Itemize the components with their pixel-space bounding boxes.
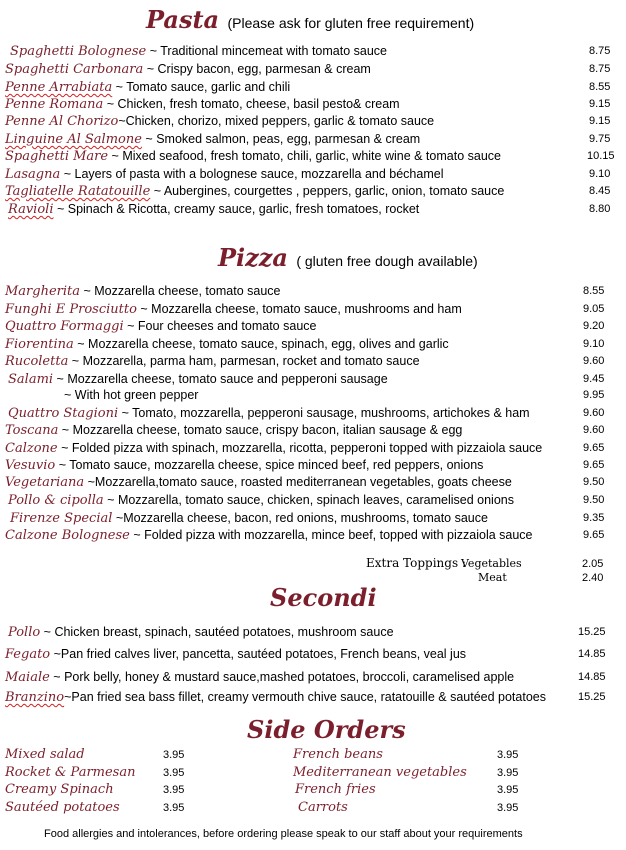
dish-price: 9.10	[583, 338, 605, 350]
side-name: Rocket & Parmesan	[5, 765, 136, 780]
dish-price: 8.75	[589, 63, 611, 75]
extra-vegetables-label: Vegetables	[461, 557, 522, 570]
dish-name: Spaghetti Bolognese	[10, 44, 147, 59]
dish-price: 8.80	[589, 203, 611, 215]
dish-description: Chicken, chorizo, mixed peppers, garlic & tomato sauce	[125, 114, 435, 128]
dish-price: 9.95	[583, 389, 605, 401]
dish-description: Aubergines, courgettes , peppers, garlic, onion, tomato sauce	[163, 184, 505, 198]
dish-name: Lasagna	[5, 167, 61, 182]
menu-item: Tagliatelle Ratatouille ~ Aubergines, courgettes , peppers, garlic, onion, tomato sauce 8.45	[5, 184, 611, 199]
dish-name: Pollo & cipolla	[8, 493, 104, 508]
dish-name: Rucoletta	[5, 354, 69, 369]
dish-description: Mozzarella,tomato sauce, roasted mediterranean vegetables, goats cheese	[94, 475, 512, 489]
dish-description: Mozzarella cheese, tomato sauce, crispy bacon, italian sausage & egg	[72, 423, 463, 437]
dish-name: Quattro Stagioni	[8, 406, 119, 421]
side-price: 3.95	[163, 802, 185, 814]
dish-description: Pork belly, honey & mustard sauce,mashed potatoes, broccoli, caramelised apple	[64, 670, 515, 684]
extra-vegetables-price: 2.05	[582, 558, 604, 570]
dish-description: Mixed seafood, fresh tomato, chili, garlic, white wine & tomato sauce	[122, 149, 501, 163]
pizza-note: ( gluten free dough available)	[296, 253, 478, 269]
menu-item: Spaghetti Bolognese ~ Traditional mincemeat with tomato sauce 8.75	[10, 44, 611, 59]
dish-name: Penne Al Chorizo	[5, 114, 119, 129]
side-price: 3.95	[497, 749, 519, 761]
dish-name: Penne Romana	[5, 97, 104, 112]
menu-item: Lasagna ~ Layers of pasta with a bolognese sauce, mozzarella and béchamel 9.10	[5, 167, 611, 182]
dish-price: 8.75	[589, 45, 611, 57]
extra-toppings-label: Extra Toppings :	[366, 556, 466, 570]
dish-price: 9.50	[583, 476, 605, 488]
menu-item: Pollo & cipolla ~ Mozzarella, tomato sauce, chicken, spinach leaves, caramelised onions 9.50	[8, 493, 605, 508]
dish-description: Mozzarella cheese, tomato sauce, mushrooms and ham	[151, 302, 462, 316]
dish-description: Folded pizza with mozzarella, mince beef, topped with pizzaiola sauce	[144, 528, 533, 542]
dish-price: 9.45	[583, 373, 605, 385]
menu-item: Fegato ~Pan fried calves liver, pancetta, sautéed potatoes, French beans, veal jus 14.85	[5, 647, 606, 662]
dish-name: Ravioli	[8, 202, 54, 217]
side-price: 3.95	[497, 802, 519, 814]
dish-description: Spinach & Ricotta, creamy sauce, garlic, fresh tomatoes, rocket	[67, 202, 420, 216]
pizza-heading	[218, 244, 478, 275]
dish-description: Chicken breast, spinach, sautéed potatoes, mushroom sauce	[54, 625, 394, 639]
side-name: Mediterranean vegetables	[293, 765, 467, 780]
menu-item: ~ With hot green pepper 9.95	[64, 388, 605, 402]
menu-item: Quattro Stagioni ~ Tomato, mozzarella, pepperoni sausage, mushrooms, artichokes & ham 9.60	[8, 406, 605, 421]
dish-name: Fegato	[5, 647, 51, 662]
dish-name: Penne Arrabiata	[5, 80, 113, 95]
dish-price: 15.25	[578, 626, 606, 638]
menu-item: Vegetariana ~Mozzarella,tomato sauce, roasted mediterranean vegetables, goats cheese 9.50	[5, 475, 605, 490]
dish-price: 9.75	[589, 133, 611, 145]
menu-item: Penne Arrabiata ~ Tomato sauce, garlic and chili 8.55	[5, 80, 611, 95]
dish-description: Layers of pasta with a bolognese sauce, mozzarella and béchamel	[74, 167, 444, 181]
dish-price: 9.05	[583, 303, 605, 315]
pasta-note: (Please ask for gluten free requirement)	[227, 15, 475, 31]
side-price: 3.95	[497, 784, 519, 796]
dish-name: Firenze Special	[10, 511, 113, 526]
menu-item: Branzino~Pan fried sea bass fillet, creamy vermouth chive sauce, ratatouille & sautéed potatoes 15.25	[5, 690, 606, 705]
side-name: Sautéed potatoes	[5, 800, 120, 815]
dish-description: With hot green pepper	[74, 388, 199, 402]
dish-description: Four cheeses and tomato sauce	[137, 319, 317, 333]
side-price: 3.95	[163, 767, 185, 779]
pizza-title: Pizza	[218, 243, 288, 272]
menu-item: Toscana ~ Mozzarella cheese, tomato sauce, crispy bacon, italian sausage & egg 9.60	[5, 423, 605, 438]
dish-description: Pan fried calves liver, pancetta, sautéed potatoes, French beans, veal jus	[60, 647, 467, 661]
dish-name: Calzone	[5, 441, 58, 456]
menu-item: Rucoletta ~ Mozzarella, parma ham, parmesan, rocket and tomato sauce 9.60	[5, 354, 605, 369]
dish-price: 9.60	[583, 355, 605, 367]
sides-heading	[247, 716, 406, 744]
sides-title: Side Orders	[247, 715, 406, 744]
allergy-notice: Food allergies and intolerances, before ordering please speak to our staff about your requirements	[44, 828, 523, 840]
dish-name: Funghi E Prosciutto	[5, 302, 137, 317]
pasta-heading	[146, 6, 474, 37]
dish-name: Vesuvio	[5, 458, 56, 473]
menu-item: Penne Romana ~ Chicken, fresh tomato, cheese, basil pesto& cream 9.15	[5, 97, 611, 112]
dish-description: Mozzarella cheese, bacon, red onions, mushrooms, tomato sauce	[123, 511, 488, 525]
menu-item: Calzone Bolognese ~ Folded pizza with mozzarella, mince beef, topped with pizzaiola sauce 9.65	[5, 528, 605, 543]
dish-price: 9.10	[589, 168, 611, 180]
dish-name: Calzone Bolognese	[5, 528, 130, 543]
menu-item: Firenze Special ~Mozzarella cheese, bacon, red onions, mushrooms, tomato sauce 9.35	[10, 511, 605, 526]
dish-price: 9.20	[583, 320, 605, 332]
menu-item: Margherita ~ Mozzarella cheese, tomato sauce 8.55	[5, 284, 605, 299]
menu-item: Penne Al Chorizo~Chicken, chorizo, mixed peppers, garlic & tomato sauce 9.15	[5, 114, 611, 129]
dish-price: 8.55	[583, 285, 605, 297]
menu-item: Funghi E Prosciutto ~ Mozzarella cheese, tomato sauce, mushrooms and ham 9.05	[5, 302, 605, 317]
dish-price: 9.65	[583, 529, 605, 541]
dish-name: Quattro Formaggi	[5, 319, 124, 334]
dish-description: Traditional mincemeat with tomato sauce	[160, 44, 387, 58]
menu-item: Pollo ~ Chicken breast, spinach, sautéed potatoes, mushroom sauce 15.25	[8, 625, 606, 640]
side-name: Creamy Spinach	[5, 782, 114, 797]
side-price: 3.95	[163, 784, 185, 796]
dish-description: Mozzarella, parma ham, parmesan, rocket and tomato sauce	[82, 354, 420, 368]
dish-description: Mozzarella cheese, tomato sauce	[94, 284, 281, 298]
dish-name: Spaghetti Carbonara	[5, 62, 144, 77]
menu-item: Linguine Al Salmone ~ Smoked salmon, peas, egg, parmesan & cream 9.75	[5, 132, 611, 147]
menu-item: Calzone ~ Folded pizza with spinach, mozzarella, ricotta, pepperoni topped with pizzaiola sauce 9.65	[5, 441, 605, 456]
pasta-title: Pasta	[146, 5, 220, 34]
dish-description: Tomato sauce, garlic and chili	[126, 80, 291, 94]
secondi-title: Secondi	[270, 583, 377, 612]
menu-item: Salami ~ Mozzarella cheese, tomato sauce and pepperoni sausage 9.45	[8, 372, 605, 387]
dish-name: Margherita	[5, 284, 81, 299]
dish-description: Crispy bacon, egg, parmesan & cream	[157, 62, 371, 76]
dish-name: Branzino	[5, 690, 65, 705]
extra-meat-label: Meat	[478, 571, 507, 584]
dish-description: Pan fried sea bass fillet, creamy vermouth chive sauce, ratatouille & sautéed potatoes	[71, 690, 546, 704]
side-name: Carrots	[298, 800, 348, 815]
secondi-heading	[270, 584, 377, 612]
dish-description: Folded pizza with spinach, mozzarella, ricotta, pepperoni topped with pizzaiola sauce	[71, 441, 543, 455]
dish-description: Chicken, fresh tomato, cheese, basil pesto& cream	[117, 97, 400, 111]
dish-name: Maiale	[5, 670, 50, 685]
dish-price: 9.60	[583, 424, 605, 436]
dish-description: Tomato sauce, mozzarella cheese, spice minced beef, red peppers, onions	[69, 458, 484, 472]
dish-price: 8.55	[589, 81, 611, 93]
dish-price: 9.65	[583, 459, 605, 471]
dish-name: Vegetariana	[5, 475, 85, 490]
dish-price: 14.85	[578, 671, 606, 683]
side-price: 3.95	[497, 767, 519, 779]
dish-description: Tomato, mozzarella, pepperoni sausage, mushrooms, artichokes & ham	[132, 406, 530, 420]
menu-item: Ravioli ~ Spinach & Ricotta, creamy sauce, garlic, fresh tomatoes, rocket 8.80	[8, 202, 611, 217]
side-name: French fries	[295, 782, 376, 797]
dish-description: Mozzarella cheese, tomato sauce, spinach, egg, olives and garlic	[88, 337, 449, 351]
dish-name: Salami	[8, 372, 54, 387]
dish-name: Fiorentina	[5, 337, 74, 352]
dish-name: Linguine Al Salmone	[5, 132, 142, 147]
dish-description: Mozzarella cheese, tomato sauce and pepperoni sausage	[67, 372, 388, 386]
dish-price: 15.25	[578, 691, 606, 703]
dish-price: 10.15	[587, 150, 615, 162]
dish-price: 8.45	[589, 185, 611, 197]
menu-item: Spaghetti Carbonara ~ Crispy bacon, egg, parmesan & cream 8.75	[5, 62, 611, 77]
dish-name: Spaghetti Mare	[5, 149, 109, 164]
menu-item: Fiorentina ~ Mozzarella cheese, tomato sauce, spinach, egg, olives and garlic 9.10	[5, 337, 605, 352]
dish-description: Mozzarella, tomato sauce, chicken, spinach leaves, caramelised onions	[117, 493, 514, 507]
dish-name: Toscana	[5, 423, 59, 438]
menu-item: Vesuvio ~ Tomato sauce, mozzarella cheese, spice minced beef, red peppers, onions 9.65	[5, 458, 605, 473]
menu-item: Quattro Formaggi ~ Four cheeses and tomato sauce 9.20	[5, 319, 605, 334]
dish-price: 9.15	[589, 115, 611, 127]
dish-price: 9.50	[583, 494, 605, 506]
menu-item: Spaghetti Mare ~ Mixed seafood, fresh tomato, chili, garlic, white wine & tomato sauce 10.15	[5, 149, 615, 164]
dish-price: 9.60	[583, 407, 605, 419]
dish-description: Smoked salmon, peas, egg, parmesan & cream	[156, 132, 421, 146]
side-price: 3.95	[163, 749, 185, 761]
dish-price: 9.15	[589, 98, 611, 110]
dish-name: Tagliatelle Ratatouille	[5, 184, 151, 199]
dish-name: Pollo	[8, 625, 41, 640]
dish-price: 9.35	[583, 512, 605, 524]
menu-item: Maiale ~ Pork belly, honey & mustard sauce,mashed potatoes, broccoli, caramelised apple 14.85	[5, 670, 606, 685]
side-name: French beans	[293, 747, 383, 762]
dish-price: 9.65	[583, 442, 605, 454]
side-name: Mixed salad	[5, 747, 85, 762]
dish-price: 14.85	[578, 648, 606, 660]
extra-meat-price: 2.40	[582, 572, 604, 584]
